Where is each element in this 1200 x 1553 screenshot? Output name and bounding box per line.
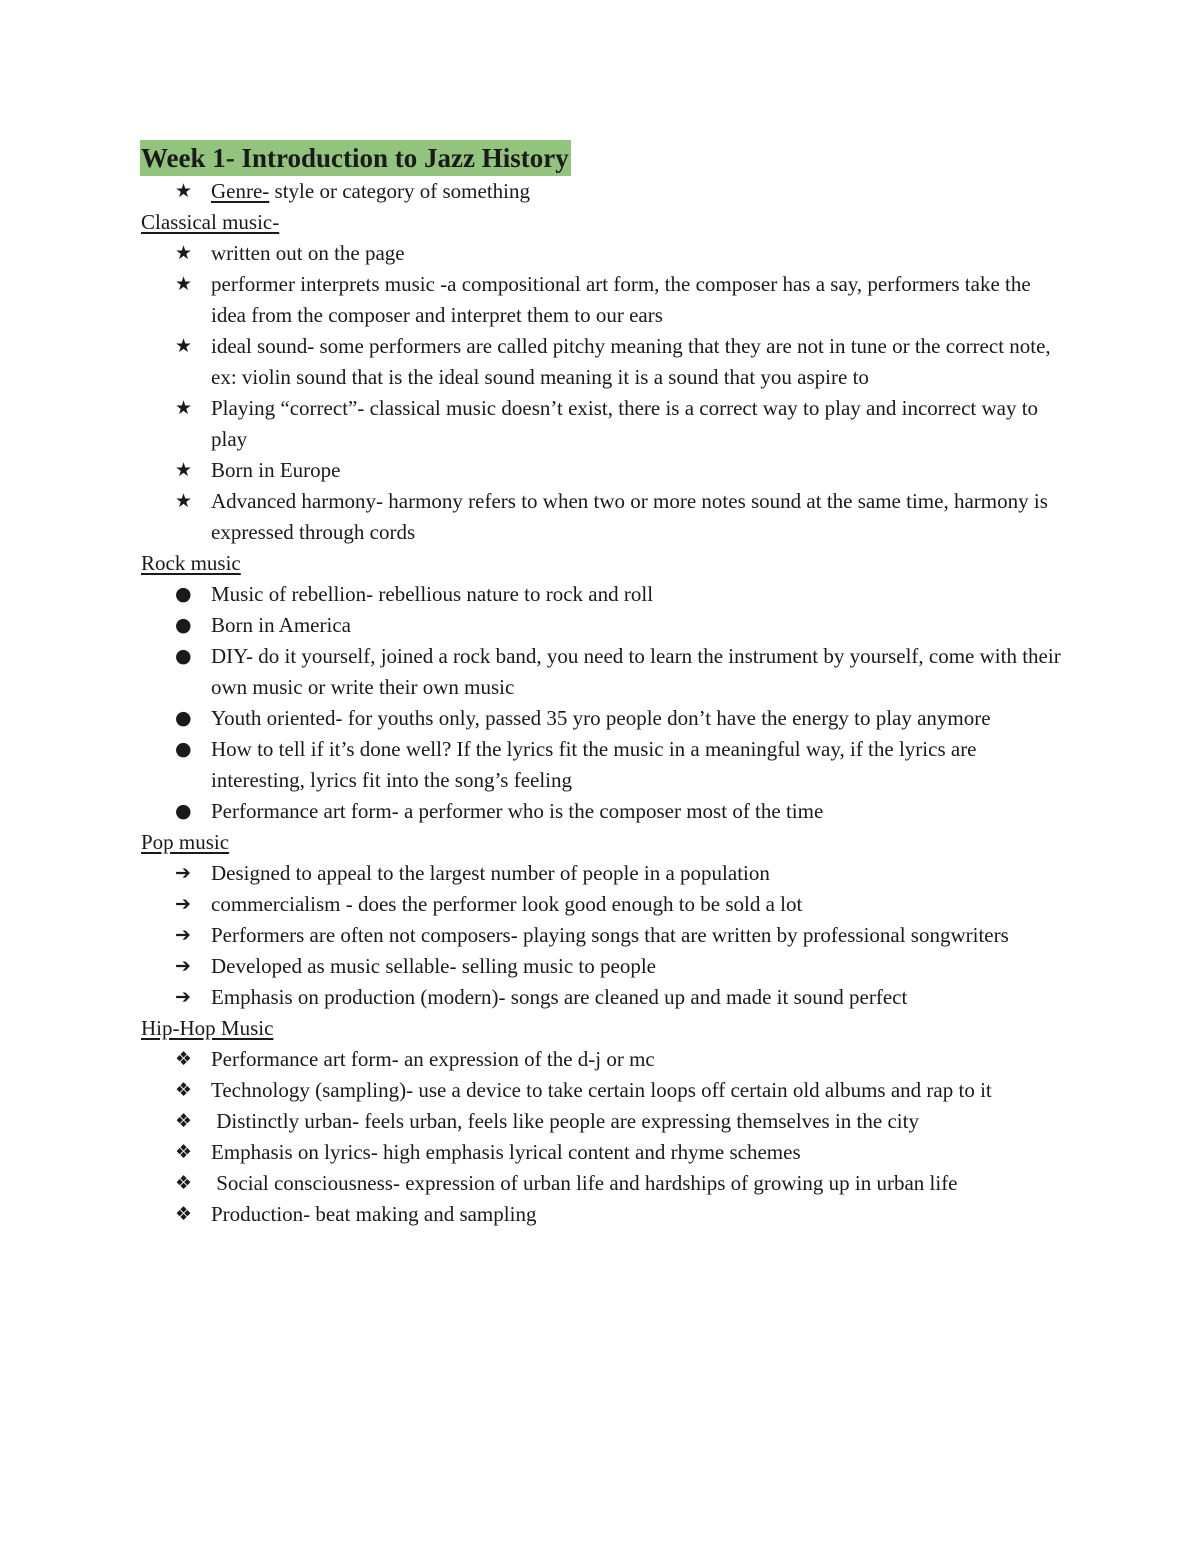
- list-item: [141, 1137, 1061, 1168]
- list-item-text: ideal sound- some performers are called pitchy meaning that they are not in tune or the correct note, ex: violin sound that is the ideal sound meaning it is a sound that you aspire to: [211, 334, 1056, 389]
- arrow-bullet-icon: ➔: [175, 924, 191, 946]
- list-item: [141, 1168, 1061, 1199]
- list-item-text: Music of rebellion- rebellious nature to rock and roll: [211, 582, 654, 606]
- section-heading: Rock music: [141, 551, 241, 575]
- list-item: [141, 1044, 1061, 1075]
- star-bullet-icon: ★: [175, 273, 193, 295]
- document-page: [141, 140, 1066, 1230]
- diamond-bullet-icon: ❖: [175, 1110, 193, 1132]
- genre-definition: style or category of something: [269, 179, 530, 203]
- list-item-text: Distinctly urban- feels urban, feels like people are expressing themselves in the city: [211, 1109, 919, 1133]
- list-item-text: Born in America: [211, 613, 351, 637]
- list-item-text: Emphasis on lyrics- high emphasis lyrical content and rhyme schemes: [211, 1140, 801, 1164]
- list-item: [141, 703, 1061, 734]
- list-item-text: written out on the page: [211, 241, 405, 265]
- dot-bullet-icon: ●: [175, 738, 192, 760]
- bullet-list: [141, 858, 1061, 1013]
- dot-bullet-icon: ●: [175, 583, 192, 605]
- list-item-text: Designed to appeal to the largest number of people in a population: [211, 861, 770, 885]
- list-item-text: DIY- do it yourself, joined a rock band, you need to learn the instrument by yourself, come with their own music or write their own music: [211, 644, 1066, 699]
- list-item: [141, 734, 1061, 796]
- list-item: [141, 982, 1061, 1013]
- arrow-bullet-icon: ➔: [175, 955, 191, 977]
- star-bullet-icon: ★: [175, 335, 193, 357]
- list-item: [141, 920, 1061, 951]
- sections-container: [141, 207, 1066, 1230]
- diamond-bullet-icon: ❖: [175, 1141, 193, 1163]
- intro-list: [141, 176, 1061, 207]
- list-item: [141, 238, 1061, 269]
- list-item-text: Social consciousness- expression of urban life and hardships of growing up in urban life: [211, 1171, 958, 1195]
- star-bullet-icon: ★: [175, 242, 193, 264]
- list-item: [141, 1106, 1061, 1137]
- diamond-bullet-icon: ❖: [175, 1203, 193, 1225]
- diamond-bullet-icon: ❖: [175, 1048, 193, 1070]
- list-item-text: How to tell if it’s done well? If the lyrics fit the music in a meaningful way, if the lyrics are interesting, lyrics fit into the song’s feeling: [211, 737, 982, 792]
- list-item: [141, 641, 1066, 703]
- section-heading: Pop music: [141, 830, 230, 854]
- diamond-bullet-icon: ❖: [175, 1172, 193, 1194]
- section-heading: Classical music-: [141, 210, 280, 234]
- dot-bullet-icon: ●: [175, 707, 192, 729]
- list-item-text: Production- beat making and sampling: [211, 1202, 537, 1226]
- section-heading: Hip-Hop Music: [141, 1016, 274, 1040]
- section-hip-hop-music: [141, 1013, 1061, 1230]
- list-item-text: Born in Europe: [211, 458, 341, 482]
- section-rock-music: [141, 548, 1066, 827]
- bullet-list: [141, 579, 1066, 827]
- list-item: [141, 331, 1061, 393]
- list-item: [141, 796, 1061, 827]
- list-item: [141, 579, 1061, 610]
- list-item-text: Developed as music sellable- selling music to people: [211, 954, 656, 978]
- section-pop-music: [141, 827, 1061, 1013]
- list-item: [141, 858, 1061, 889]
- arrow-bullet-icon: ➔: [175, 862, 191, 884]
- list-item: [141, 393, 1061, 455]
- list-item: [141, 455, 1061, 486]
- genre-term: Genre-: [211, 179, 270, 203]
- list-item-text: Advanced harmony- harmony refers to when two or more notes sound at the same time, harmony is expressed through cords: [211, 489, 1054, 544]
- dot-bullet-icon: ●: [175, 614, 192, 636]
- list-item-text: Performance art form- an expression of the d-j or mc: [211, 1047, 655, 1071]
- list-item: [141, 1199, 1061, 1230]
- bullet-list: [141, 1044, 1061, 1230]
- diamond-bullet-icon: ❖: [175, 1079, 193, 1101]
- dot-bullet-icon: ●: [175, 800, 192, 822]
- list-item: [141, 889, 1061, 920]
- section-classical-music: [141, 207, 1061, 548]
- list-item-text: Emphasis on production (modern)- songs are cleaned up and made it sound perfect: [211, 985, 908, 1009]
- list-item-text: Performers are often not composers- playing songs that are written by professional songwriters: [211, 923, 1009, 947]
- arrow-bullet-icon: ➔: [175, 986, 191, 1008]
- bullet-list: [141, 238, 1061, 548]
- list-item-text: commercialism - does the performer look good enough to be sold a lot: [211, 892, 803, 916]
- list-item: [141, 269, 1061, 331]
- dot-bullet-icon: ●: [175, 645, 192, 667]
- list-item: [141, 610, 1061, 641]
- list-item-text: Technology (sampling)- use a device to take certain loops off certain old albums and rap to it: [211, 1078, 992, 1102]
- star-bullet-icon: ★: [175, 490, 193, 512]
- star-bullet-icon: ★: [175, 397, 193, 419]
- list-item: [141, 1075, 1061, 1106]
- page-title: Week 1- Introduction to Jazz History: [140, 140, 571, 176]
- arrow-bullet-icon: ➔: [175, 893, 191, 915]
- list-item-text: Performance art form- a performer who is the composer most of the time: [211, 799, 824, 823]
- star-bullet-icon: ★: [175, 459, 193, 481]
- list-item: [141, 951, 1061, 982]
- list-item: [141, 176, 1061, 207]
- list-item-text: performer interprets music -a compositional art form, the composer has a say, performers take the idea from the composer and interpret them to our ears: [211, 272, 1036, 327]
- list-item-text: Youth oriented- for youths only, passed 35 yro people don’t have the energy to play anymore: [211, 706, 991, 730]
- star-bullet-icon: ★: [175, 180, 193, 202]
- list-item: [141, 486, 1061, 548]
- list-item-text: Playing “correct”- classical music doesn’t exist, there is a correct way to play and incorrect way to play: [211, 396, 1044, 451]
